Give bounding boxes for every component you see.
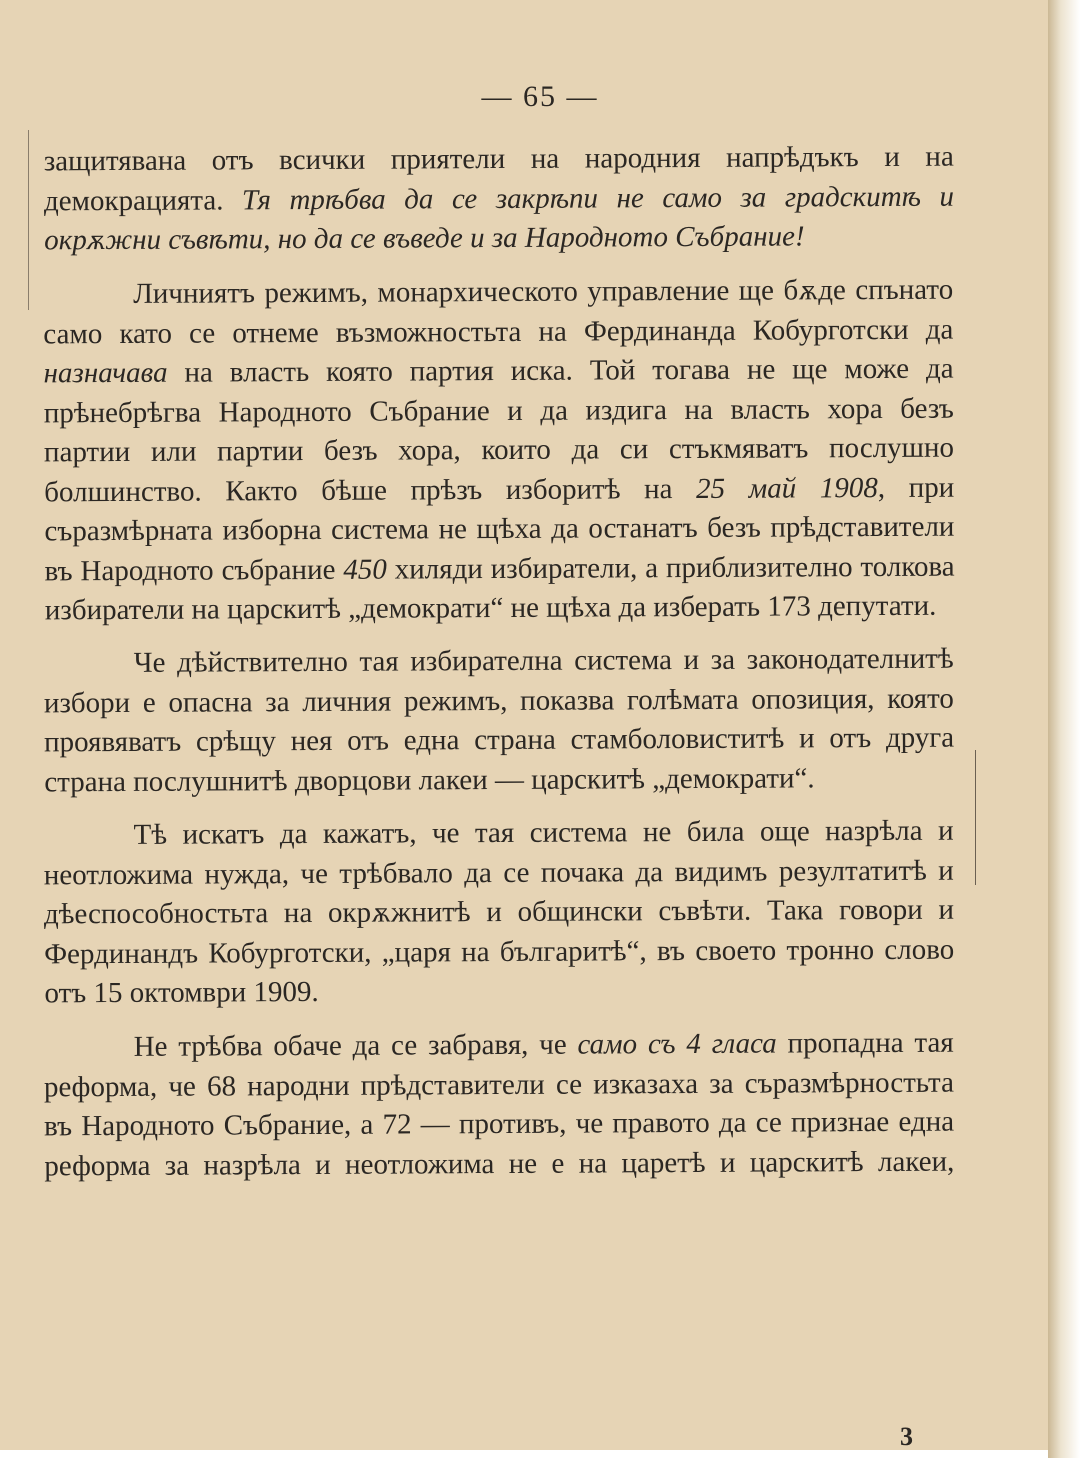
paragraph bbox=[43, 812, 954, 1014]
text-run: на власть която партия иска. Той тогава не ще може да прѣнебрѣгва Народното Събрание и да издига на власть хора безъ партии или партии безъ хора, които да си стъкмяватъ послушно болшинство. Както бѣше прѣзъ изборитѣ на bbox=[43, 352, 955, 508]
margin-line bbox=[28, 130, 29, 310]
text-run: , при съразмѣрната изборна система не щѣха да останатъ безъ прѣдставители въ Народното събрание bbox=[44, 470, 955, 587]
text-run: пропадна тая реформа, че 68 народни прѣдставители се изказаха за съразмѣрностьта въ Народното Събрание, а 72 — противъ, че правото да се признае една реформа за назрѣла и неотложима не е на царетѣ и царскитѣ лакеи, bbox=[43, 1026, 955, 1182]
italic-text: Тя трѣбва да се закрѣпи не само за градскитѣ и окрѫжни съвѣти, но да се въведе и за Народното Събрание! bbox=[44, 180, 955, 257]
text-run: хиляди избиратели, а приблизително толкова избиратели на царскитѣ „демократи“ не щѣха да изберать 173 депутати. bbox=[44, 549, 955, 626]
page-edge bbox=[1048, 0, 1080, 1458]
italic-text: назначава bbox=[43, 356, 168, 389]
text-run: Тѣ искатъ да кажатъ, че тая система не била още назрѣла и неотложима нужда, че трѣбвало да се почака да видимъ резултатитѣ и дѣеспособностьта на окрѫжнитѣ и общински съвѣти. Така говори и Фердинандъ Кобурготски, „царя на българитѣ“, въ своето тронно слово отъ 15 октомври 1909. bbox=[43, 814, 955, 1010]
page-number: — 65 — bbox=[481, 80, 599, 113]
italic-text: само съ 4 гласа bbox=[577, 1027, 777, 1061]
paragraph bbox=[44, 138, 955, 261]
paragraph bbox=[44, 1023, 955, 1186]
text-run: защитявана отъ всички приятели на народния напрѣдъкъ и на демокрацията. bbox=[43, 140, 954, 217]
signature-mark: 3 bbox=[900, 1422, 913, 1451]
paragraph bbox=[44, 640, 955, 803]
text-run: Личниятъ режимъ, монархическото управление ще бѫде спънато само като се отнеме възможностьта на Фердинанда Кобурготски да bbox=[43, 273, 954, 350]
text-run: Че дѣйствително тая избирателна система и за законодателнитѣ избори е опасна за личния режимъ, показва голѣмата опозиция, която проявяватъ срѣщу нея отъ една страна стамболовиститѣ и отъ друга страна послушнитѣ дворцови лакеи — царскитѣ „демократи“. bbox=[43, 642, 955, 798]
body-text bbox=[44, 140, 954, 1198]
paragraph bbox=[43, 270, 955, 630]
margin-bracket bbox=[955, 750, 976, 885]
italic-text: 450 bbox=[343, 552, 387, 585]
text-run: Не трѣбва обаче да се забравя, че bbox=[133, 1028, 578, 1063]
italic-text: 25 май 1908 bbox=[696, 471, 878, 504]
